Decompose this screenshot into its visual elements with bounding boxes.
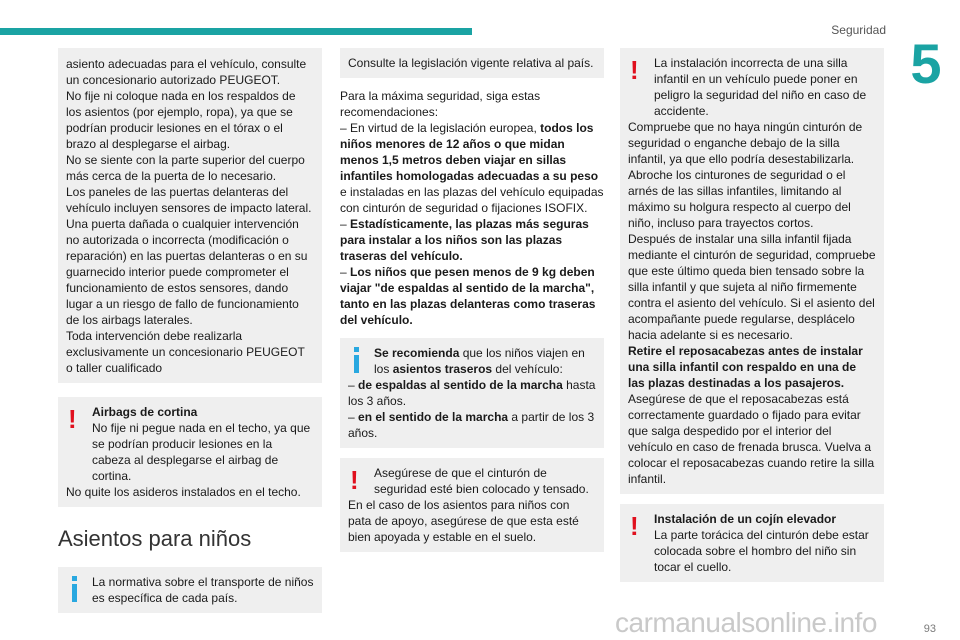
warning-box-curtain-airbags (58, 397, 322, 507)
paragraph: Después de instalar una silla infantil fijada mediante el cinturón de seguridad, compruebe que este último queda bien tensado sobre la silla infantil y que sujeta al niño firmemente contra el asiento del vehículo. Si el asiento del acompañante puede regularse, desplácelo hacia adelante si es necesario. (628, 232, 876, 342)
list-item: – de espaldas al sentido de la marcha hasta los 3 años. (348, 378, 596, 408)
column-1 (58, 48, 322, 623)
section-heading: Asientos para niños (58, 526, 252, 551)
paragraph: No fije ni pegue nada en el techo, ya que se podrían producir lesiones en la cabeza al desplegarse el airbag de cortina. (92, 421, 311, 483)
paragraph: Abroche los cinturones de seguridad o el arnés de las sillas infantiles, limitando al máximo su holgura respecto al cuerpo del niño, incluso para trayectos cortos. (628, 168, 851, 230)
warning-title: Airbags de cortina (92, 405, 198, 419)
paragraph: Toda intervención debe realizarla exclusivamente un concesionario PEUGEOT o taller cualificado (66, 329, 305, 375)
warning-icon: ! (630, 55, 639, 85)
warning-box-installation (620, 48, 884, 494)
recommendation-item: – Los niños que pesen menos de 9 kg deben viajar "de espaldas al sentido de la marcha", tanto en las plazas delanteras como traseras del vehículo. (340, 265, 596, 327)
paragraph: Asegúrese de que el cinturón de seguridad esté bien colocado y tensado. (374, 466, 589, 496)
warning-icon: ! (68, 404, 77, 434)
recommendation-item: – En virtud de la legislación europea, todos los niños menores de 12 años o que midan menos 1,5 metros deben viajar en sillas infantiles homologadas adecuadas a su peso e instaladas en las plazas del vehículo equipadas con cinturón de seguridad o fijaciones ISOFIX. (340, 121, 604, 215)
paragraph: Para la máxima seguridad, siga estas recomendaciones: (340, 89, 541, 119)
info-box-rear-seats: Se recomienda que los niños viajen en los asientos traseros del vehículo: – de espaldas al sentido de la marcha hasta los 3 años. – en el sentido de la marcha a partir de los 3 años. (340, 338, 604, 448)
header-accent-bar (0, 28, 472, 35)
info-box-regulations (58, 567, 322, 613)
info-icon (72, 576, 77, 602)
paragraph: La parte torácica del cinturón debe estar colocada sobre el hombro del niño sin tocar el cuello. (654, 528, 869, 574)
warning-icon: ! (630, 511, 639, 541)
paragraph: La instalación incorrecta de una silla infantil en un vehículo puede poner en peligro la seguridad del niño en caso de accidente. (654, 56, 867, 118)
warning-icon: ! (350, 465, 359, 495)
paragraph: No se siente con la parte superior del cuerpo más cerca de la puerta de lo necesario. (66, 153, 305, 183)
chapter-number: 5 (910, 32, 942, 95)
warning-box-seatbelt (340, 458, 604, 552)
airbag-notes-box (58, 48, 322, 383)
paragraph: No quite los asideros instalados en el techo. (66, 485, 301, 499)
column-2 (340, 48, 604, 562)
paragraph: La normativa sobre el transporte de niños es específica de cada país. (92, 575, 314, 605)
paragraph: Asegúrese de que el reposacabezas está correctamente guardado o fijado para evitar que salga despedido por el interior del vehículo en caso de frenada brusca. Vuelva a colocar el reposacabezas cuando retire la silla infantil. (628, 392, 875, 486)
paragraph: Consulte la legislación vigente relativa al país. (348, 56, 594, 70)
legislation-box (340, 48, 604, 78)
page-number: 93 (923, 623, 936, 635)
warning-box-booster (620, 504, 884, 582)
info-icon (354, 347, 359, 373)
recommendation-item: – Estadísticamente, las plazas más seguras para instalar a los niños son las plazas traseras del vehículo. (340, 217, 589, 263)
paragraph: Los paneles de las puertas delanteras del vehículo incluyen sensores de impacto lateral. (66, 185, 312, 215)
paragraph: No fije ni coloque nada en los respaldos de los asientos (por ejemplo, ropa), ya que se podrían producir lesiones en el tórax o el brazo al desplegarse el airbag. (66, 89, 296, 151)
warning-title: Instalación de un cojín elevador (654, 512, 837, 526)
column-3 (620, 48, 884, 592)
paragraph: En el caso de los asientos para niños con pata de apoyo, asegúrese de que esta esté bien apoyada y estable en el suelo. (348, 498, 579, 544)
paragraph: Una puerta dañada o cualquier intervención no autorizada o incorrecta (modificación o reparación) en las puertas delanteras o en su guarnecido interior puede comprometer el funcionamiento de estos sensores, dando lugar a un riesgo de fallo de funcionamiento de los airbags laterales. (66, 217, 308, 327)
watermark: carmanualsonline.info (615, 607, 877, 638)
paragraph: Compruebe que no haya ningún cinturón de seguridad o enganche debajo de la silla infantil, ya que ello podría desestabilizarla. (628, 120, 863, 166)
bold-instruction: Retire el reposacabezas antes de instalar una silla infantil con respaldo en una de las plazas destinadas a los pasajeros. (628, 344, 863, 390)
section-title: Seguridad (831, 23, 886, 37)
paragraph: asiento adecuadas para el vehículo, consulte un concesionario autorizado PEUGEOT. (66, 57, 307, 87)
list-item: – en el sentido de la marcha a partir de los 3 años. (348, 410, 595, 440)
